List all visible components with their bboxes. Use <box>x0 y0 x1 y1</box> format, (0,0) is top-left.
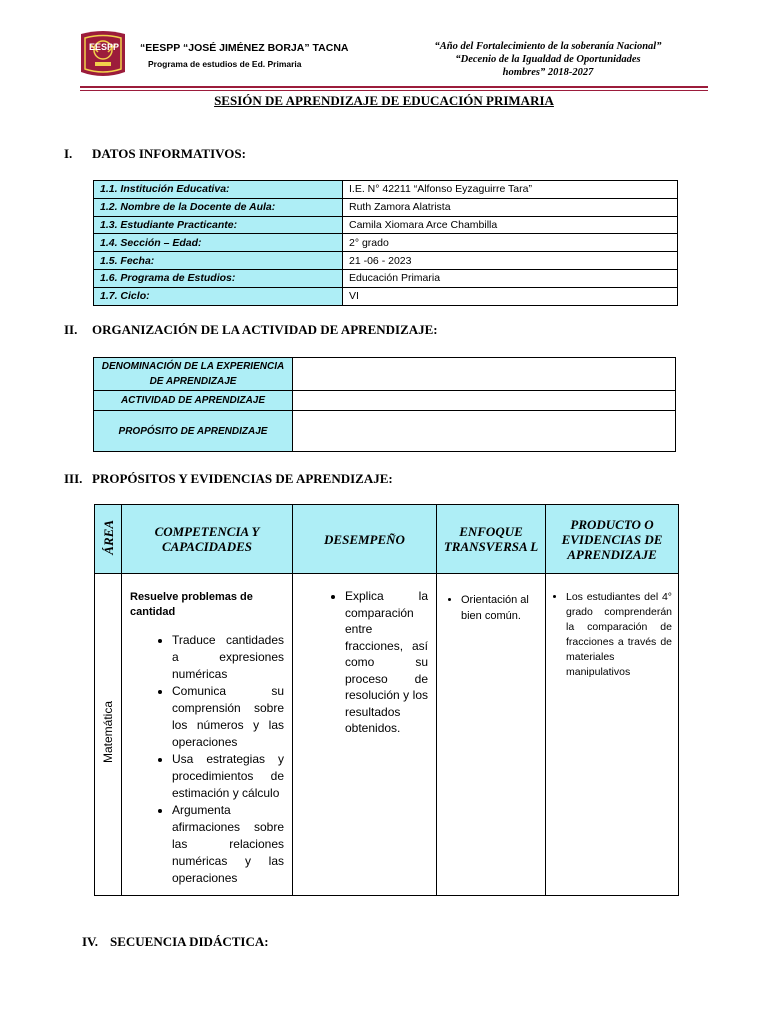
org-label: PROPÓSITO DE APRENDIZAJE <box>94 411 293 452</box>
org-value <box>293 411 676 452</box>
list-item: • Los estudiantes del 4° grado comprenderán la comparación de fracciones a través de materiales manipulativos <box>566 590 672 680</box>
section-1-heading <box>64 146 246 162</box>
org-value <box>293 391 676 411</box>
datos-label: 1.3. Estudiante Practicante: <box>94 216 343 234</box>
area-cell <box>95 574 122 896</box>
section-number: III. <box>64 471 83 486</box>
datos-value: Ruth Zamora Alatrista <box>343 198 678 216</box>
section-number: I. <box>64 146 73 161</box>
section-4-heading <box>82 934 269 950</box>
header-area: ÁREA <box>95 505 122 574</box>
motto-line-1: “Año del Fortalecimiento de la soberanía Nacional” <box>434 41 662 52</box>
prop-header-row <box>95 505 679 574</box>
school-name: “EESPP “JOSÉ JIMÉNEZ BORJA” TACNA <box>140 42 349 54</box>
school-logo <box>78 28 128 80</box>
datos-label: 1.4. Sección – Edad: <box>94 234 343 252</box>
header-competencia: COMPETENCIA Y CAPACIDADES <box>122 505 293 574</box>
desempeno-list <box>345 588 428 737</box>
datos-label: 1.2. Nombre de la Docente de Aula: <box>94 198 343 216</box>
section-number: IV. <box>82 934 99 949</box>
datos-table <box>93 180 678 306</box>
datos-value: 21 -06 - 2023 <box>343 252 678 270</box>
datos-row <box>94 287 678 305</box>
producto-list <box>566 590 672 680</box>
list-item: • Argumenta afirmaciones sobre las relaciones numéricas y las operaciones <box>172 802 284 887</box>
section-2-heading <box>64 322 438 338</box>
list-item: • Traduce cantidades a expresiones numéricas <box>172 632 284 683</box>
org-row <box>94 358 676 391</box>
datos-row <box>94 181 678 199</box>
competencia-title: Resuelve problemas de cantidad <box>130 591 253 618</box>
document-title: SESIÓN DE APRENDIZAJE DE EDUCACIÓN PRIMARIA <box>214 93 554 108</box>
list-item: • Orientación al bien común. <box>461 592 539 624</box>
header-enfoque: ENFOQUE TRANSVERSA L <box>437 505 546 574</box>
datos-value: VI <box>343 287 678 305</box>
list-item: • Comunica su comprensión sobre los números y las operaciones <box>172 683 284 751</box>
list-item: • Explica la comparación entre fracciones, así como su proceso de resolución y los resultados obtenidos. <box>345 588 428 737</box>
datos-value: Camila Xiomara Arce Chambilla <box>343 216 678 234</box>
enfoque-list <box>461 592 539 624</box>
section-label: PROPÓSITOS Y EVIDENCIAS DE APRENDIZAJE: <box>92 471 393 486</box>
datos-label: 1.6. Programa de Estudios: <box>94 269 343 287</box>
org-label: DENOMINACIÓN DE LA EXPERIENCIA DE APRENDIZAJE <box>94 358 293 391</box>
datos-value: Educación Primaria <box>343 269 678 287</box>
motto-line-3: hombres” 2018-2027 <box>502 67 594 78</box>
datos-row <box>94 269 678 287</box>
capacidades-list <box>172 632 284 887</box>
producto-cell <box>546 574 679 896</box>
org-row <box>94 411 676 452</box>
datos-label: 1.5. Fecha: <box>94 252 343 270</box>
competencia-cell <box>122 574 293 896</box>
datos-row <box>94 252 678 270</box>
datos-row <box>94 234 678 252</box>
section-label: SECUENCIA DIDÁCTICA: <box>110 934 269 949</box>
datos-value: I.E. N° 42211 “Alfonso Eyzaguirre Tara” <box>343 181 678 199</box>
prop-row <box>95 574 679 896</box>
area-value: Matemática <box>101 700 115 764</box>
section-3-heading <box>64 471 393 487</box>
motto-line-2: “Decenio de la Igualdad de Oportunidades <box>455 54 641 65</box>
datos-value: 2° grado <box>343 234 678 252</box>
enfoque-cell <box>437 574 546 896</box>
header-desempeno: DESEMPEÑO <box>293 505 437 574</box>
header-rule-thin <box>80 90 708 91</box>
propositos-table <box>94 504 679 896</box>
section-number: II. <box>64 322 78 337</box>
org-value <box>293 358 676 391</box>
header-rule-thick <box>80 86 708 88</box>
program-name: Programa de estudios de Ed. Primaria <box>148 59 302 69</box>
datos-label: 1.7. Ciclo: <box>94 287 343 305</box>
header-producto: PRODUCTO O EVIDENCIAS DE APRENDIZAJE <box>546 505 679 574</box>
org-label: ACTIVIDAD DE APRENDIZAJE <box>94 391 293 411</box>
logo-text: EESPP <box>89 42 120 52</box>
desempeno-cell <box>293 574 437 896</box>
list-item: • Usa estrategias y procedimientos de estimación y cálculo <box>172 751 284 802</box>
org-row <box>94 391 676 411</box>
organizacion-table <box>93 357 676 452</box>
datos-row <box>94 198 678 216</box>
datos-label: 1.1. Institución Educativa: <box>94 181 343 199</box>
datos-row <box>94 216 678 234</box>
motto <box>388 40 708 79</box>
section-label: ORGANIZACIÓN DE LA ACTIVIDAD DE APRENDIZAJE: <box>92 322 438 337</box>
section-label: DATOS INFORMATIVOS: <box>92 146 246 161</box>
